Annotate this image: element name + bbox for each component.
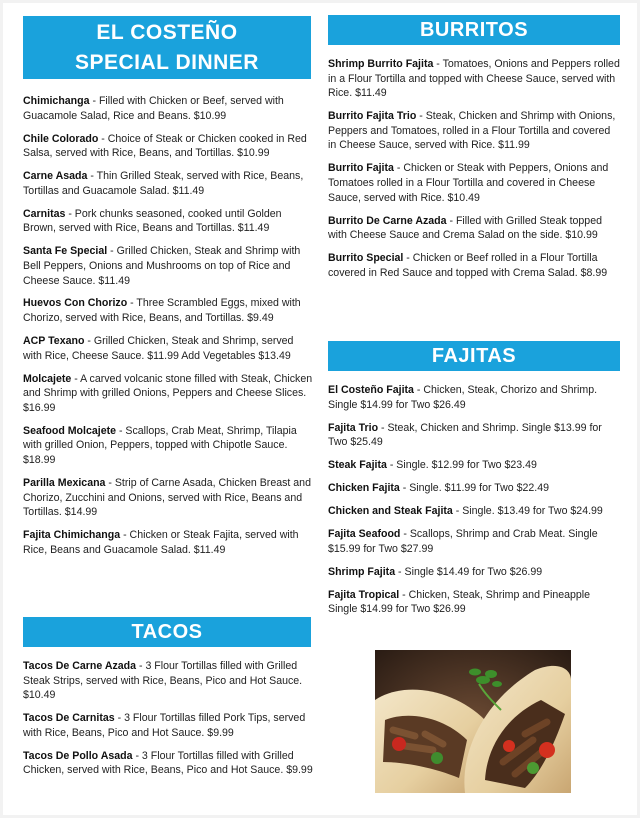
item-description: - Chicken, Steak, Shrimp and Pineapple Single $14.99 for Two $26.99 (328, 588, 591, 616)
item-description: - Scallops, Crab Meat, Shrimp, Tilapia with grilled Onion, Peppers, topped with Chipotle Sauce. $18.99 (23, 424, 297, 466)
item-description: - Choice of Steak or Chicken cooked in Red Salsa, served with Rice, Beans, and Tortillas. $10.99 (23, 132, 307, 160)
item-description: - Thin Grilled Steak, served with Rice, Beans, Tortillas and Guacamole Salad. $11.49 (23, 170, 304, 197)
item-name: Shrimp Burrito Fajita (328, 58, 434, 70)
menu-item (328, 109, 620, 153)
item-description: - Steak, Chicken and Shrimp. Single $13.99 for Two $25.49 (328, 421, 602, 449)
menu-item (23, 244, 313, 288)
menu-item (328, 481, 620, 496)
menu-item (328, 588, 620, 617)
menu-item (328, 527, 620, 556)
menu-page (3, 3, 637, 815)
fajitas-banner: FAJITAS (328, 341, 620, 371)
menu-item (328, 504, 620, 519)
menu-item (23, 296, 313, 325)
item-description: - 3 Flour Tortillas filled with Grilled Steak Strips, served with Rice, Beans, Pico and Hot Sauce. $10.49 (23, 660, 303, 702)
item-name: Tacos De Carne Azada (23, 660, 137, 672)
item-name: Chile Colorado (23, 132, 99, 145)
menu-item (23, 334, 313, 363)
menu-item (23, 476, 313, 520)
fajita-wrap-photo (375, 650, 571, 793)
item-description: - Scallops, Shrimp and Crab Meat. Single $15.99 for Two $27.99 (328, 528, 598, 555)
item-description: - 3 Flour Tortillas filled Pork Tips, served with Rice, Beans, Pico and Hot Sauce. $9.99 (23, 712, 306, 739)
item-name: Seafood Molcajete (23, 424, 117, 437)
item-name: Steak Fajita (328, 459, 387, 472)
menu-item (23, 94, 313, 123)
menu-item (328, 458, 620, 473)
item-name: Fajita Trio (328, 421, 379, 434)
item-name: Chicken Fajita (328, 482, 400, 495)
item-description: - Single. $11.99 for Two $22.49 (399, 482, 550, 495)
item-description: - Filled with Chicken or Beef, served with Guacamole Salad, Rice and Beans. $10.99 (23, 95, 284, 122)
item-description: - Chicken, Steak, Chorizo and Shrimp. Single $14.99 for Two $26.49 (328, 384, 598, 411)
item-name: Fajita Tropical (328, 588, 400, 601)
item-name: Carnitas (23, 207, 66, 220)
menu-item (23, 659, 313, 703)
menu-item (328, 565, 620, 580)
burritos-list (328, 57, 620, 289)
item-name: Burrito Special (328, 252, 404, 265)
menu-item (328, 251, 620, 280)
item-name: Santa Fe Special (23, 245, 108, 258)
item-description: - Single. $12.99 for Two $23.49 (386, 459, 537, 472)
item-description: - Filled with Grilled Steak topped with Cheese Sauce and Crema Salad on the side. $10.99 (328, 214, 602, 242)
menu-item (23, 132, 313, 161)
item-description: - Steak, Chicken and Shrimp with Onions, Peppers and Tomatoes, rolled in a Flour Tortilla and covered in Cheese Sauce, served with Rice. $11.99 (328, 110, 616, 152)
special-title-line-1: EL COSTEÑO (96, 21, 238, 44)
menu-item (23, 749, 313, 778)
menu-item (23, 169, 313, 198)
item-name: Burrito Fajita (328, 162, 394, 175)
burritos-banner: BURRITOS (328, 15, 620, 45)
item-name: El Costeño Fajita (328, 384, 414, 396)
item-description: - 3 Flour Tortillas filled with Grilled Chicken, served with Rice, Beans, Pico and Hot Sauce. $9.99 (23, 749, 313, 777)
special-dinner-list (23, 94, 313, 566)
menu-item (328, 421, 620, 450)
item-name: Burrito Fajita Trio (328, 110, 417, 123)
item-description: - Single $14.49 for Two $26.99 (395, 565, 543, 578)
menu-item (328, 161, 620, 205)
menu-item (23, 207, 313, 236)
item-description: - Grilled Chicken, Steak and Shrimp with Bell Peppers, Onions and Mushrooms on top of Rice and Cheese Sauce. $11.49 (23, 245, 301, 287)
fajitas-list (328, 383, 620, 625)
menu-item (23, 372, 313, 416)
item-name: Shrimp Fajita (328, 565, 396, 578)
tacos-banner: TACOS (23, 617, 311, 647)
item-name: Fajita Chimichanga (23, 529, 121, 542)
item-description: - A carved volcanic stone filled with Steak, Chicken and Shrimp with grilled Onions, Peppers and Cheese Slices. $16.99 (23, 372, 313, 414)
special-title-line-2: SPECIAL DINNER (75, 51, 259, 74)
item-description: - Chicken or Steak with Peppers, Onions and Tomatoes rolled in a Flour Tortilla and covered in Cheese Sauce, served with Rice. $10.49 (328, 162, 609, 204)
item-name: Tacos De Carnitas (23, 712, 115, 725)
item-name: Burrito De Carne Azada (328, 214, 447, 227)
menu-item (328, 214, 620, 243)
item-description: - Chicken or Beef rolled in a Flour Tortilla covered in Red Sauce and topped with Crema Salad. $8.99 (328, 252, 608, 279)
item-description: - Tomatoes, Onions and Peppers rolled in a Flour Tortilla and topped with Cheese Sauce, served with Rice. $11.49 (328, 58, 620, 100)
item-description: - Three Scrambled Eggs, mixed with Chorizo, served with Rice, Beans, and Tortillas. $9.49 (23, 297, 301, 325)
item-description: - Strip of Carne Asada, Chicken Breast and Chorizo, Zucchini and Onions, served with Rice, Beans and Tortillas. $14.99 (23, 476, 311, 519)
item-description: - Single. $13.49 for Two $24.99 (452, 505, 603, 518)
item-name: Parilla Mexicana (23, 476, 106, 489)
item-name: Huevos Con Chorizo (23, 297, 128, 310)
item-description: - Chicken or Steak Fajita, served with Rice, Beans and Guacamole Salad. $11.49 (23, 529, 299, 556)
item-name: Chimichanga (23, 95, 90, 107)
fajita-wrap-illustration (375, 650, 571, 793)
item-name: Tacos De Pollo Asada (23, 749, 133, 762)
item-name: Carne Asada (23, 170, 88, 183)
menu-item (23, 711, 313, 740)
item-name: Chicken and Steak Fajita (328, 505, 453, 518)
menu-item (328, 383, 620, 412)
item-name: Molcajete (23, 372, 72, 385)
menu-item (23, 424, 313, 468)
menu-item (23, 528, 313, 557)
item-description: - Grilled Chicken, Steak and Shrimp, served with Rice, Cheese Sauce. $11.99 Add Vegetables $13.49 (23, 335, 294, 362)
menu-item (328, 57, 620, 101)
item-name: Fajita Seafood (328, 528, 401, 541)
tacos-list (23, 659, 313, 786)
item-description: - Pork chunks seasoned, cooked until Golden Brown, served with Rice, Beans and Tortillas. $11.49 (23, 207, 282, 235)
special-dinner-banner (23, 16, 311, 79)
item-name: ACP Texano (23, 335, 85, 348)
